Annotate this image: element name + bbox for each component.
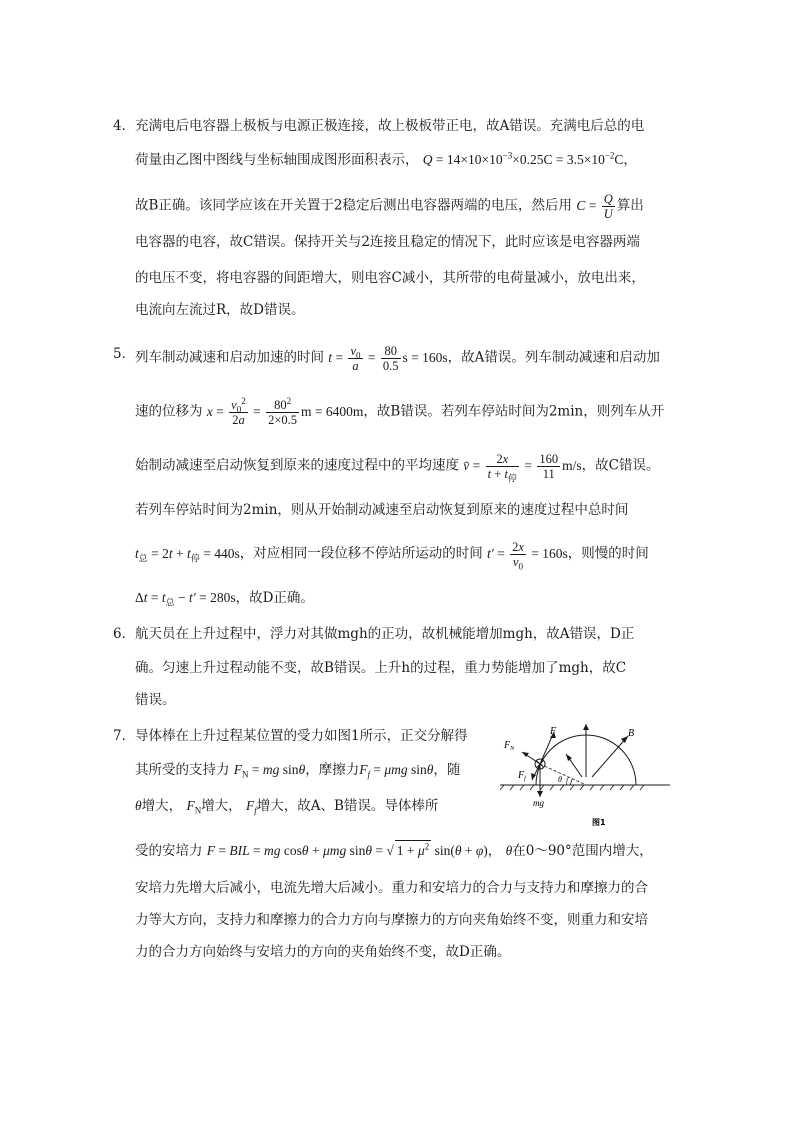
item4-line1: 充满电后电容器上极板与电源正极连接，故上极板带正电，故A错误。充满电后总的电 bbox=[135, 118, 645, 134]
item7-line4-tail: 在0～90°范围内增大， bbox=[512, 843, 653, 859]
formula-tz5: $t_总 = 2t + t_停 = 440s$ bbox=[135, 545, 240, 564]
figure-caption: 图1 bbox=[592, 818, 606, 827]
item4-line3-text: 故B正确。该同学应该在开关置于2稳定后测出电容器两端的电压，然后用 bbox=[135, 197, 573, 214]
item7-line3-b: 增大， bbox=[201, 798, 242, 814]
formula-fn7: $F_N$ = mg sinθ bbox=[233, 762, 306, 780]
item6-line2: 确。匀速上升过程动能不变，故B错误。上升h的过程，重力势能增加了mgh，故C bbox=[135, 660, 627, 676]
formula-v5: v̄ = $\frac{2x}{t + t_停}$ = $\frac{160}{11}$ m/s bbox=[463, 452, 582, 484]
formula-tp5: t′ = $\frac{2x}{v_0}$ = 160s bbox=[487, 540, 568, 572]
item7-line2 bbox=[135, 760, 460, 780]
formula-dt5: $\Delta t = t_总 - t' = 280s$ bbox=[135, 590, 236, 608]
formula-t5: t = $\frac{v_0}{a}$ = $\frac{80}{0.5}$ s = 160s bbox=[328, 344, 448, 373]
formula-c4: C = $\frac{Q}{U}$ bbox=[576, 192, 613, 221]
item7-line2-tail: ，随 bbox=[433, 762, 461, 778]
formula-q4: $Q = 14\times 10\times 10^{-3}\times 0.25C = 3.5\times 10^{-2}C$， bbox=[422, 150, 637, 167]
item4-line4: 电容器的电容，故C错误。保持开关与2连接且稳定的情况下，此时应该是电容器两端 bbox=[135, 234, 640, 250]
label-FN: $F_N$ bbox=[504, 740, 515, 752]
item-number-4: 4． bbox=[113, 118, 136, 134]
formula-f7: F = BIL = mg cosθ + μmg sinθ = √ $1 + \mu^2$ sin(θ + φ) bbox=[207, 843, 488, 858]
item7-line2-text: 其所受的支持力 bbox=[135, 762, 230, 778]
angle-arc bbox=[570, 779, 572, 785]
item5-line2 bbox=[135, 395, 665, 427]
label-Ff: $F_f$ bbox=[518, 770, 526, 782]
item5-line6-text: ，故D正确。 bbox=[235, 590, 314, 606]
item5-line2-text: 速的位移为 bbox=[135, 403, 203, 420]
item7-line7: 力的合力方向始终与安培力的方向的夹角始终不变，故D正确。 bbox=[135, 944, 511, 960]
item7-line3-c: 增大，故A、B错误。导体棒所 bbox=[256, 798, 439, 814]
label-F: F bbox=[550, 726, 557, 737]
theta-symbol: θ bbox=[135, 798, 142, 813]
item5-line3-tail: ，故C错误。 bbox=[581, 457, 660, 474]
fn-symbol: $F_N$ bbox=[186, 798, 202, 816]
item7-line6: 力等大方向，支持力和摩擦力的合力方向与摩擦力的方向夹角始终不变，则重力和安培 bbox=[135, 912, 648, 928]
item7-line2-mid: ，摩擦力 bbox=[305, 762, 360, 778]
label-f: f bbox=[566, 777, 568, 785]
item5-line3-text: 始制动减速至启动恢复到原来的速度过程中的平均速度 bbox=[135, 457, 459, 474]
radius-dashed bbox=[540, 764, 586, 785]
item5-line5 bbox=[135, 540, 649, 572]
item5-line5-text: ，对应相同一段位移不停站所运动的时间 bbox=[239, 545, 483, 562]
theta-symbol-2: θ bbox=[505, 843, 513, 858]
item7-line4-mid: ， bbox=[487, 843, 502, 859]
ff-symbol: $F_f$ bbox=[245, 798, 257, 816]
item7-line4 bbox=[135, 840, 653, 861]
label-mg: mg bbox=[533, 798, 544, 808]
item5-line1-text: 列车制动减速和启动加速的时间 bbox=[135, 349, 324, 366]
item5-line5-tail: ，则慢的时间 bbox=[567, 545, 649, 562]
figure-1-force-diagram bbox=[500, 722, 680, 832]
label-theta: θ bbox=[558, 775, 562, 784]
item4-line2-text: 荷量由乙图中图线与坐标轴围成图形面积表示， bbox=[135, 152, 419, 168]
item5-line1 bbox=[135, 344, 660, 373]
item7-line3 bbox=[135, 796, 438, 816]
item5-line1-tail: ，故A错误。列车制动减速和启动加 bbox=[447, 349, 660, 366]
item4-line6: 电流向左流过R，故D错误。 bbox=[135, 302, 305, 318]
item-number-7: 7． bbox=[113, 728, 136, 744]
item5-line3 bbox=[135, 452, 660, 484]
item4-line3 bbox=[135, 192, 644, 221]
formula-ff7: $F_f = \mu mg$ sinθ bbox=[359, 762, 434, 780]
item5-line4: 若列车停站时间为2min，则从开始制动减速至启动恢复到原来的速度过程中总时间 bbox=[135, 502, 629, 518]
item7-line5: 安培力先增大后减小，电流先增大后减小。重力和安培力的合力与支持力和摩擦力的合 bbox=[135, 880, 648, 896]
item5-line6 bbox=[135, 588, 314, 608]
item6-line3: 错误。 bbox=[135, 692, 176, 708]
ground-hatching bbox=[500, 785, 644, 790]
item4-line2 bbox=[135, 150, 637, 170]
item7-line4-text: 受的安培力 bbox=[135, 843, 203, 859]
item5-line2-tail: ，故B错误。若列车停站时间为2min，则列车从开 bbox=[363, 403, 665, 420]
item7-line1: 导体棒在上升过程某位置的受力如图1所示，正交分解得 bbox=[135, 728, 468, 744]
label-B: B bbox=[628, 728, 635, 739]
item7-line3-a: 增大， bbox=[141, 798, 183, 814]
formula-x5: x = $\frac{v_0^2}{2a}$ = $\frac{80^2}{2\times 0.5}$ m = 6400m bbox=[206, 395, 364, 427]
field-arrow-B bbox=[592, 736, 628, 777]
item-number-6: 6． bbox=[113, 626, 136, 642]
item4-line5: 的电压不变，将电容器的间距增大，则电容C减小，其所带的电荷量减小，放电出来， bbox=[135, 270, 645, 286]
item6-line1: 航天员在上升过程中，浮力对其做mgh的正功，故机械能增加mgh，故A错误，D正 bbox=[135, 626, 635, 642]
item4-line3-tail: 算出 bbox=[616, 197, 644, 214]
item-number-5: 5． bbox=[113, 346, 136, 362]
